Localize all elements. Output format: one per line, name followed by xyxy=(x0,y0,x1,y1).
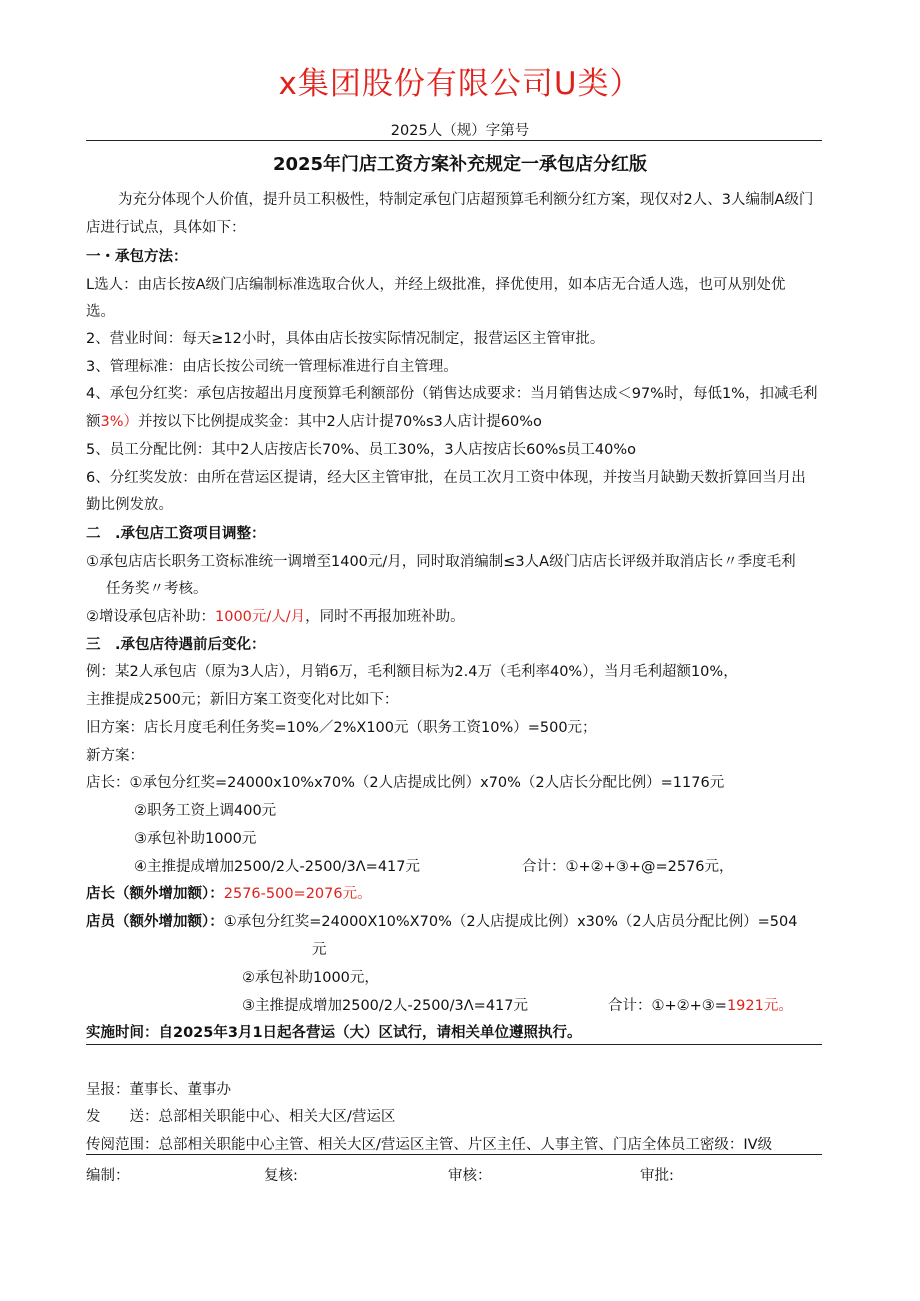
s1-item-4b-pre: 额 xyxy=(86,414,101,430)
section-2-heading: 二 .承包店工资项目调整： xyxy=(86,526,266,542)
staff-total xyxy=(608,994,793,1015)
manager-total: 合计：①+②+③+@=2576元， xyxy=(522,859,734,875)
section-1-heading: 一・承包方法： xyxy=(86,249,188,265)
s1-item-6a: 6、分红奖发放：由所在营运区提请，经大区主管审批，在员工次月工资中体现，并按当月缺勤天数折算回当月出 xyxy=(86,470,806,486)
circulation-scope: 传阅范围：总部相关职能中心主管、相关大区/营运区主管、片区主任、人事主管、门店全体员工密级：IV级 xyxy=(86,1137,773,1153)
s2-item-2 xyxy=(86,605,465,626)
manager-item-3: ③承包补助1000元 xyxy=(134,831,257,847)
s2-item-2-red: 1000元/人/月 xyxy=(215,609,306,625)
s2-item-2-pre: ②增设承包店补助： xyxy=(86,609,215,625)
staff-total-red: 1921元。 xyxy=(726,998,793,1014)
intro-line-1: 为充分体现个人价值，提升员工积极性，特制定承包门店超预算毛利额分红方案，现仅对2人、3人编制A级门 xyxy=(118,192,814,208)
s1-item-1a: L选人：由店长按A级门店编制标准选取合伙人，并经上级批准，择优使用，如本店无合适人选，也可从别处优 xyxy=(86,277,786,293)
staff-item-1b: 元 xyxy=(312,942,327,958)
send-value: 总部相关职能中心、相关大区/营运区 xyxy=(158,1109,396,1125)
s1-item-6b: 勤比例发放。 xyxy=(86,497,173,513)
send-label: 发 送： xyxy=(86,1109,159,1125)
staff-total-pre: 合计：①+②+③= xyxy=(608,998,727,1014)
s1-item-1b: 选。 xyxy=(86,304,115,320)
report-to: 呈报：董事长、董事办 xyxy=(86,1082,231,1098)
example-line-2: 主推提成2500元；新旧方案工资变化对比如下： xyxy=(86,692,399,708)
old-plan: 旧方案：店长月度毛利任务奖=10%／2%X100元（职务工资10%）=500元； xyxy=(86,720,597,736)
audited-by: 审核： xyxy=(448,1168,492,1184)
staff-extra-label: 店员（额外增加额）： xyxy=(86,914,224,930)
s2-item-2-post: ，同时不再报加班补助。 xyxy=(305,609,465,625)
doc-number: 2025人（规）字第号 xyxy=(390,123,530,139)
footer-rule xyxy=(86,1154,822,1155)
approved-by: 审批: xyxy=(640,1168,674,1184)
manager-item-1: 店长：①承包分红奖=24000x10%x70%（2人店提成比例）x70%（2人店长分配比例）=1176元 xyxy=(86,775,725,791)
s1-item-4b xyxy=(86,410,542,431)
s1-item-4a: 4、承包分红奖：承包店按超出月度预算毛利额部份（销售达成要求：当月销售达成＜97%时，每低1%，扣减毛利 xyxy=(86,386,818,402)
section-3-heading: 三 .承包店待遇前后变化： xyxy=(86,637,266,653)
body-end-rule xyxy=(86,1044,822,1045)
s2-item-1b: 任务奖〃考核。 xyxy=(106,581,208,597)
manager-extra-label: 店长（额外增加额）： xyxy=(86,886,224,902)
staff-item-3: ③主推提成增加2500/2人-2500/3Λ=417元 xyxy=(242,998,528,1014)
s1-item-5: 5、员工分配比例：其中2人店按店长70%、员工30%，3人店按店长60%s员工40%o xyxy=(86,442,637,458)
staff-item-1 xyxy=(86,910,797,931)
prepared-by: 编制： xyxy=(86,1168,130,1184)
staff-item-1-text: ①承包分红奖=24000X10%X70%（2人店提成比例）x30%（2人店员分配比例）=504 xyxy=(223,914,798,930)
s1-item-4b-post: 并按以下比例提成奖金：其中2人店计提70%s3人店计提60%o xyxy=(138,414,542,430)
s1-item-2: 2、营业时间：每天≥12小时，具体由店长按实际情况制定，报营运区主管审批。 xyxy=(86,331,605,347)
manager-extra-value: 2576-500=2076元。 xyxy=(223,886,372,902)
header-rule xyxy=(86,140,822,141)
s1-item-4b-red: 3%） xyxy=(100,414,139,430)
effective-date: 实施时间：自2025年3月1日起各营运（大）区试行，请相关单位遵照执行。 xyxy=(86,1025,582,1041)
manager-extra xyxy=(86,882,372,903)
doc-title: 2025年门店工资方案补充规定一承包店分红版 xyxy=(272,154,648,175)
intro-line-2: 店进行试点，具体如下： xyxy=(86,220,246,236)
s2-item-1a: ①承包店店长职务工资标准统一调增至1400元/月，同时取消编制≤3人A级门店店长评级并取消店长〃季度毛利 xyxy=(86,554,796,570)
s1-item-3: 3、管理标准：由店长按公司统一管理标准进行自主管理。 xyxy=(86,359,458,375)
reviewed-by: 复核: xyxy=(264,1168,298,1184)
manager-item-2: ②职务工资上调400元 xyxy=(134,803,277,819)
example-line-1: 例：某2人承包店（原为3人店），月销6万，毛利额目标为2.4万（毛利率40%），当月毛利超额10%， xyxy=(86,664,738,680)
company-title: x集团股份有限公司U类） xyxy=(278,66,642,102)
manager-item-4: ④主推提成增加2500/2人-2500/3Λ=417元 xyxy=(134,859,420,875)
new-plan-label: 新方案： xyxy=(86,748,144,764)
send-to xyxy=(86,1105,395,1126)
staff-item-2: ②承包补助1000元， xyxy=(242,970,379,986)
